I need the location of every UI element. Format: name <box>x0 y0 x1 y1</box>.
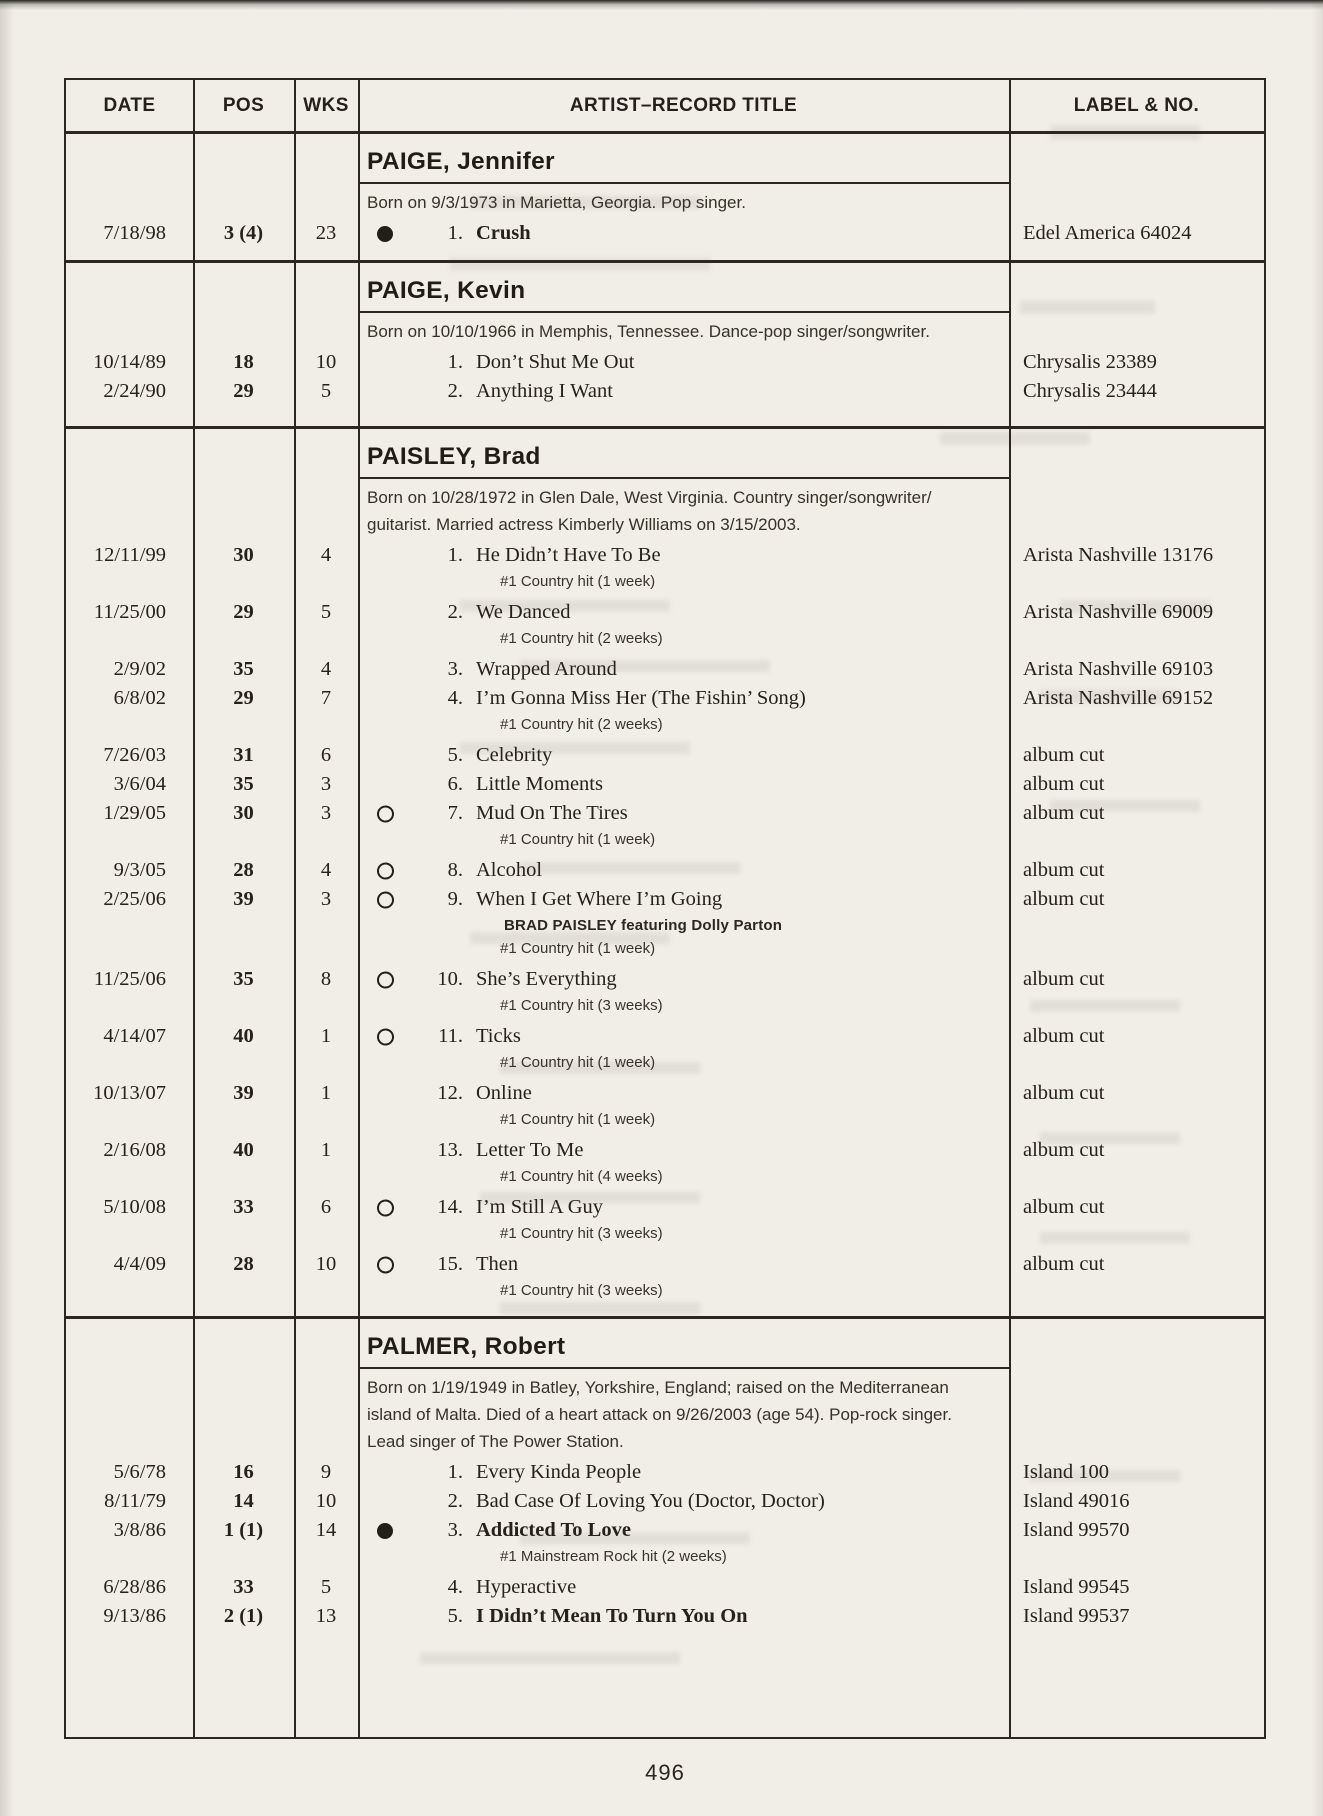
artist-name: PAIGE, Kevin <box>367 277 526 304</box>
song-row <box>66 965 1264 994</box>
artist-sections <box>66 134 1264 1631</box>
record-label-cell: Island 99570 <box>1023 1519 1130 1541</box>
date-cell: 4/14/07 <box>103 1025 166 1047</box>
song-number: 4. <box>447 687 463 709</box>
song-row <box>66 1193 1264 1222</box>
song-title: Then <box>476 1253 519 1275</box>
date-cell: 7/18/98 <box>103 222 166 244</box>
record-label-cell: Island 99537 <box>1023 1605 1130 1627</box>
weeks-charted-cell: 7 <box>320 687 332 709</box>
song-number: 3. <box>447 658 463 680</box>
artist-name-cell <box>358 263 1009 313</box>
record-label-cell: album cut <box>1023 1082 1105 1104</box>
record-label-cell: album cut <box>1023 1196 1105 1218</box>
song-row <box>66 1602 1264 1631</box>
song-title: Anything I Want <box>476 380 613 402</box>
cell <box>193 134 294 184</box>
artist-name-cell <box>358 134 1009 184</box>
chart-note: #1 Country hit (2 weeks) <box>500 630 663 647</box>
chart-note-row <box>66 994 1264 1017</box>
artist-bio-row <box>66 1369 1264 1458</box>
artist-name: PAIGE, Jennifer <box>367 148 555 175</box>
cell <box>66 263 193 313</box>
title-cell <box>358 380 1009 403</box>
cell <box>294 484 358 538</box>
song-title: I’m Gonna Miss Her (The Fishin’ Song) <box>476 687 806 709</box>
chart-table <box>64 78 1266 1739</box>
song-row <box>66 541 1264 570</box>
song-title: We Danced <box>476 601 571 623</box>
chart-note: #1 Country hit (1 week) <box>500 573 656 590</box>
date-cell: 2/25/06 <box>103 888 166 910</box>
scan-edge-right <box>1311 0 1323 1816</box>
song-row <box>66 1250 1264 1279</box>
cell <box>66 1374 193 1455</box>
chart-note: #1 Country hit (1 week) <box>500 1111 656 1128</box>
chart-note: #1 Mainstream Rock hit (2 weeks) <box>500 1548 727 1565</box>
song-title: She’s Everything <box>476 968 617 990</box>
title-cell <box>358 1025 1009 1048</box>
song-title: Ticks <box>476 1025 521 1047</box>
peak-position-cell: 39 <box>233 888 254 910</box>
cell <box>193 318 294 345</box>
record-label-cell: Arista Nashville 69103 <box>1023 658 1214 680</box>
song-title: Wrapped Around <box>476 658 617 680</box>
artist-bio: Born on 9/3/1973 in Marietta, Georgia. Pop singer. <box>367 193 746 212</box>
cell <box>193 189 294 216</box>
peak-position-cell: 29 <box>233 380 254 402</box>
artist-section <box>66 1316 1264 1631</box>
date-cell: 2/24/90 <box>103 380 166 402</box>
record-label-cell: Chrysalis 23389 <box>1023 351 1157 373</box>
song-title: Little Moments <box>476 773 603 795</box>
cell <box>193 1319 294 1369</box>
song-title: Celebrity <box>476 744 553 766</box>
cell <box>1009 1319 1264 1369</box>
song-title: Every Kinda People <box>476 1461 642 1483</box>
record-label-cell: album cut <box>1023 1139 1105 1161</box>
record-label-cell: Arista Nashville 69152 <box>1023 687 1214 709</box>
table-header-row <box>66 80 1264 134</box>
chart-note-row <box>66 1108 1264 1131</box>
chart-note: #1 Country hit (2 weeks) <box>500 716 663 733</box>
song-row <box>66 1458 1264 1487</box>
peak-position-cell: 35 <box>233 968 254 990</box>
date-cell: 9/3/05 <box>113 859 166 881</box>
record-label-cell: Island 99545 <box>1023 1576 1130 1598</box>
title-cell <box>358 859 1009 882</box>
weeks-charted-cell: 3 <box>320 802 332 824</box>
peak-position-cell: 28 <box>233 859 254 881</box>
weeks-charted-cell: 10 <box>315 1253 337 1275</box>
song-number: 5. <box>447 1605 463 1627</box>
chart-note: #1 Country hit (3 weeks) <box>500 1225 663 1242</box>
weeks-charted-cell: 1 <box>320 1025 332 1047</box>
song-title: I Didn’t Mean To Turn You On <box>476 1605 748 1627</box>
chart-note-row <box>66 937 1264 960</box>
record-label-cell: album cut <box>1023 968 1105 990</box>
peak-position-cell: 33 <box>233 1576 254 1598</box>
column-divider <box>193 80 195 1737</box>
cell <box>66 429 193 479</box>
artist-header-row <box>66 263 1264 313</box>
chart-note-row <box>66 1279 1264 1302</box>
empty-table-space <box>66 1631 1264 1737</box>
song-row <box>66 1136 1264 1165</box>
date-cell: 11/25/00 <box>93 601 166 623</box>
song-number: 1. <box>447 222 463 244</box>
chart-note-row <box>66 570 1264 593</box>
date-cell: 8/11/79 <box>104 1490 166 1512</box>
title-cell <box>358 222 1009 245</box>
chart-note-row <box>66 713 1264 736</box>
chart-note: #1 Country hit (1 week) <box>500 940 656 957</box>
open-circle-icon <box>377 1256 394 1273</box>
cell <box>294 1319 358 1369</box>
chart-note: #1 Country hit (1 week) <box>500 831 656 848</box>
song-row <box>66 684 1264 713</box>
song-row <box>66 219 1264 248</box>
weeks-charted-cell: 3 <box>320 773 332 795</box>
date-cell: 2/16/08 <box>103 1139 166 1161</box>
song-row <box>66 598 1264 627</box>
header-pos: POS <box>222 94 265 116</box>
chart-note: #1 Country hit (1 week) <box>500 1054 656 1071</box>
title-cell <box>358 658 1009 681</box>
song-title: I’m Still A Guy <box>476 1196 604 1218</box>
record-label-cell: Island 49016 <box>1023 1490 1130 1512</box>
cell <box>66 189 193 216</box>
title-cell <box>358 888 1009 911</box>
song-number: 4. <box>447 1576 463 1598</box>
title-cell <box>358 802 1009 825</box>
song-number: 2. <box>447 1490 463 1512</box>
date-cell: 5/10/08 <box>103 1196 166 1218</box>
title-cell <box>358 601 1009 624</box>
title-cell <box>358 773 1009 796</box>
song-row <box>66 1516 1264 1545</box>
song-title: When I Get Where I’m Going <box>476 888 723 910</box>
title-cell <box>358 1196 1009 1219</box>
weeks-charted-cell: 10 <box>315 1490 337 1512</box>
peak-position-cell: 31 <box>233 744 254 766</box>
peak-position-cell: 29 <box>233 601 254 623</box>
open-circle-icon <box>377 971 394 988</box>
title-cell <box>358 1576 1009 1599</box>
date-cell: 12/11/99 <box>93 544 166 566</box>
cell <box>66 134 193 184</box>
record-label-cell: album cut <box>1023 1025 1105 1047</box>
title-cell <box>358 687 1009 710</box>
song-row <box>66 1573 1264 1602</box>
peak-position-cell: 35 <box>233 773 254 795</box>
song-row <box>66 655 1264 684</box>
open-circle-icon <box>377 1028 394 1045</box>
header-label-no: LABEL & NO. <box>1073 94 1200 116</box>
title-cell <box>358 351 1009 374</box>
open-circle-icon <box>377 805 394 822</box>
song-title: Don’t Shut Me Out <box>476 351 635 373</box>
featuring-credit-row <box>66 914 1264 937</box>
artist-header-row <box>66 134 1264 184</box>
artist-name: PAISLEY, Brad <box>367 443 541 470</box>
weeks-charted-cell: 14 <box>315 1519 337 1541</box>
song-row <box>66 1022 1264 1051</box>
chart-note-row <box>66 627 1264 650</box>
weeks-charted-cell: 1 <box>320 1082 332 1104</box>
weeks-charted-cell: 4 <box>320 859 332 881</box>
title-cell <box>358 1461 1009 1484</box>
title-cell <box>358 968 1009 991</box>
chart-note-row <box>66 1222 1264 1245</box>
song-title: Bad Case Of Loving You (Doctor, Doctor) <box>476 1490 825 1512</box>
song-number: 6. <box>447 773 463 795</box>
chart-note: #1 Country hit (4 weeks) <box>500 1168 663 1185</box>
column-divider <box>294 80 296 1737</box>
song-row <box>66 741 1264 770</box>
cell <box>193 1374 294 1455</box>
cell <box>294 134 358 184</box>
filled-circle-icon <box>377 226 393 242</box>
artist-header-row <box>66 429 1264 479</box>
header-artist-record-title: ARTIST–RECORD TITLE <box>569 94 798 116</box>
title-cell <box>358 744 1009 767</box>
peak-position-cell: 39 <box>233 1082 254 1104</box>
date-cell: 11/25/06 <box>93 968 166 990</box>
song-title: Online <box>476 1082 532 1104</box>
chart-note-row <box>66 1545 1264 1568</box>
title-cell <box>358 1139 1009 1162</box>
chart-note-row <box>66 1051 1264 1074</box>
song-number: 10. <box>437 968 463 990</box>
scan-edge-top <box>0 0 1323 10</box>
weeks-charted-cell: 5 <box>320 380 332 402</box>
song-number: 1. <box>447 544 463 566</box>
date-cell: 3/6/04 <box>113 773 166 795</box>
open-circle-icon <box>377 1199 394 1216</box>
artist-name: PALMER, Robert <box>367 1333 566 1360</box>
cell <box>294 318 358 345</box>
title-cell <box>358 1253 1009 1276</box>
song-number: 1. <box>447 1461 463 1483</box>
artist-bio: Born on 10/10/1966 in Memphis, Tennessee. Dance-pop singer/​songwriter. <box>367 322 930 341</box>
record-label-cell: Arista Nashville 13176 <box>1023 544 1214 566</box>
weeks-charted-cell: 8 <box>320 968 332 990</box>
title-cell <box>358 544 1009 567</box>
cell <box>193 429 294 479</box>
song-number: 14. <box>437 1196 463 1218</box>
song-title: Addicted To Love <box>476 1519 631 1541</box>
peak-position-cell: 16 <box>233 1461 254 1483</box>
artist-bio-row <box>66 313 1264 348</box>
weeks-charted-cell: 4 <box>320 658 332 680</box>
open-circle-icon <box>377 862 394 879</box>
header-date: DATE <box>103 94 156 116</box>
peak-position-cell: 30 <box>233 802 254 824</box>
date-cell: 3/8/86 <box>113 1519 166 1541</box>
date-cell: 4/4/09 <box>113 1253 166 1275</box>
song-number: 15. <box>437 1253 463 1275</box>
peak-position-cell: 29 <box>233 687 254 709</box>
chart-note: #1 Country hit (3 weeks) <box>500 997 663 1014</box>
column-divider <box>358 80 360 1737</box>
title-cell <box>358 1082 1009 1105</box>
record-label-cell: album cut <box>1023 802 1105 824</box>
date-cell: 6/28/86 <box>103 1576 166 1598</box>
cell <box>294 429 358 479</box>
record-label-cell: Island 100 <box>1023 1461 1109 1483</box>
song-number: 3. <box>447 1519 463 1541</box>
weeks-charted-cell: 23 <box>315 222 337 244</box>
column-divider <box>1009 80 1011 1737</box>
song-title: Hyperactive <box>476 1576 577 1598</box>
featuring-credit: BRAD PAISLEY featuring Dolly Parton <box>504 917 783 934</box>
cell <box>66 484 193 538</box>
artist-name-cell <box>358 429 1009 479</box>
song-title: Mud On The Tires <box>476 802 628 824</box>
title-cell <box>358 1519 1009 1542</box>
song-number: 8. <box>447 859 463 881</box>
chart-note: #1 Country hit (3 weeks) <box>500 1282 663 1299</box>
song-number: 2. <box>447 601 463 623</box>
weeks-charted-cell: 13 <box>315 1605 337 1627</box>
chart-note-row <box>66 1165 1264 1188</box>
record-label-cell: album cut <box>1023 773 1105 795</box>
cell <box>66 1319 193 1369</box>
song-number: 11. <box>438 1025 463 1047</box>
weeks-charted-cell: 5 <box>320 1576 332 1598</box>
date-cell: 1/29/05 <box>103 802 166 824</box>
song-number: 13. <box>437 1139 463 1161</box>
peak-position-cell: 3 (4) <box>223 222 264 244</box>
cell <box>193 484 294 538</box>
weeks-charted-cell: 1 <box>320 1139 332 1161</box>
peak-position-cell: 33 <box>233 1196 254 1218</box>
weeks-charted-cell: 5 <box>320 601 332 623</box>
record-label-cell: album cut <box>1023 1253 1105 1275</box>
date-cell: 10/14/89 <box>93 351 166 373</box>
song-title: Letter To Me <box>476 1139 584 1161</box>
song-row <box>66 885 1264 914</box>
date-cell: 2/9/02 <box>113 658 166 680</box>
peak-position-cell: 40 <box>233 1025 254 1047</box>
artist-header-row <box>66 1319 1264 1369</box>
song-number: 5. <box>447 744 463 766</box>
weeks-charted-cell: 4 <box>320 544 332 566</box>
record-label-cell: Arista Nashville 69009 <box>1023 601 1214 623</box>
peak-position-cell: 18 <box>233 351 254 373</box>
song-title: Crush <box>476 222 531 244</box>
artist-section <box>66 134 1264 260</box>
cell <box>66 318 193 345</box>
song-row <box>66 348 1264 377</box>
date-cell: 5/6/78 <box>113 1461 166 1483</box>
peak-position-cell: 2 (1) <box>223 1605 264 1627</box>
song-row <box>66 377 1264 406</box>
weeks-charted-cell: 3 <box>320 888 332 910</box>
song-number: 7. <box>447 802 463 824</box>
weeks-charted-cell: 6 <box>320 744 332 766</box>
song-row <box>66 856 1264 885</box>
artist-bio-row <box>66 479 1264 541</box>
cell <box>1009 429 1264 479</box>
record-label-cell: album cut <box>1023 744 1105 766</box>
song-title: Alcohol <box>476 859 543 881</box>
cell <box>294 1374 358 1455</box>
artist-name-cell <box>358 1319 1009 1369</box>
record-label-cell: album cut <box>1023 888 1105 910</box>
title-cell <box>358 1490 1009 1513</box>
date-cell: 6/8/02 <box>113 687 166 709</box>
date-cell: 9/13/86 <box>103 1605 166 1627</box>
song-title: He Didn’t Have To Be <box>476 544 661 566</box>
song-row <box>66 1079 1264 1108</box>
record-label-cell: album cut <box>1023 859 1105 881</box>
weeks-charted-cell: 10 <box>315 351 337 373</box>
chart-note-row <box>66 828 1264 851</box>
song-row <box>66 1487 1264 1516</box>
weeks-charted-cell: 6 <box>320 1196 332 1218</box>
artist-section <box>66 426 1264 1316</box>
filled-circle-icon <box>377 1523 393 1539</box>
song-row <box>66 770 1264 799</box>
record-label-cell: Chrysalis 23444 <box>1023 380 1157 402</box>
artist-section <box>66 260 1264 426</box>
cell <box>193 263 294 313</box>
record-label-cell: Edel America 64024 <box>1023 222 1192 244</box>
date-cell: 10/13/07 <box>93 1082 166 1104</box>
cell <box>294 263 358 313</box>
cell <box>1009 134 1264 184</box>
peak-position-cell: 30 <box>233 544 254 566</box>
peak-position-cell: 35 <box>233 658 254 680</box>
cell <box>1009 263 1264 313</box>
song-row <box>66 799 1264 828</box>
song-number: 9. <box>447 888 463 910</box>
date-cell: 7/26/03 <box>103 744 166 766</box>
artist-bio-row <box>66 184 1264 219</box>
artist-bio: Born on 10/28/1972 in Glen Dale, West Virginia. Country singer/​songwriter/​guitarist. Married actress Kimberly Williams on 3/15/2003. <box>367 488 932 534</box>
peak-position-cell: 1 (1) <box>223 1519 264 1541</box>
page-number: 496 <box>645 1760 685 1785</box>
song-number: 12. <box>437 1082 463 1104</box>
song-number: 2. <box>447 380 463 402</box>
artist-bio: Born on 1/19/1949 in Batley, Yorkshire, England; raised on the Mediterranean island of Malta. Died of a heart attack on 9/26/2003 (age 54). Pop-rock singer. Lead singer of The Power Station. <box>367 1378 952 1451</box>
peak-position-cell: 28 <box>233 1253 254 1275</box>
cell <box>294 189 358 216</box>
scan-edge-left <box>0 0 14 1816</box>
header-wks: WKS <box>303 94 349 116</box>
song-number: 1. <box>447 351 463 373</box>
weeks-charted-cell: 9 <box>320 1461 332 1483</box>
peak-position-cell: 40 <box>233 1139 254 1161</box>
open-circle-icon <box>377 891 394 908</box>
peak-position-cell: 14 <box>233 1490 254 1512</box>
title-cell <box>358 1605 1009 1628</box>
